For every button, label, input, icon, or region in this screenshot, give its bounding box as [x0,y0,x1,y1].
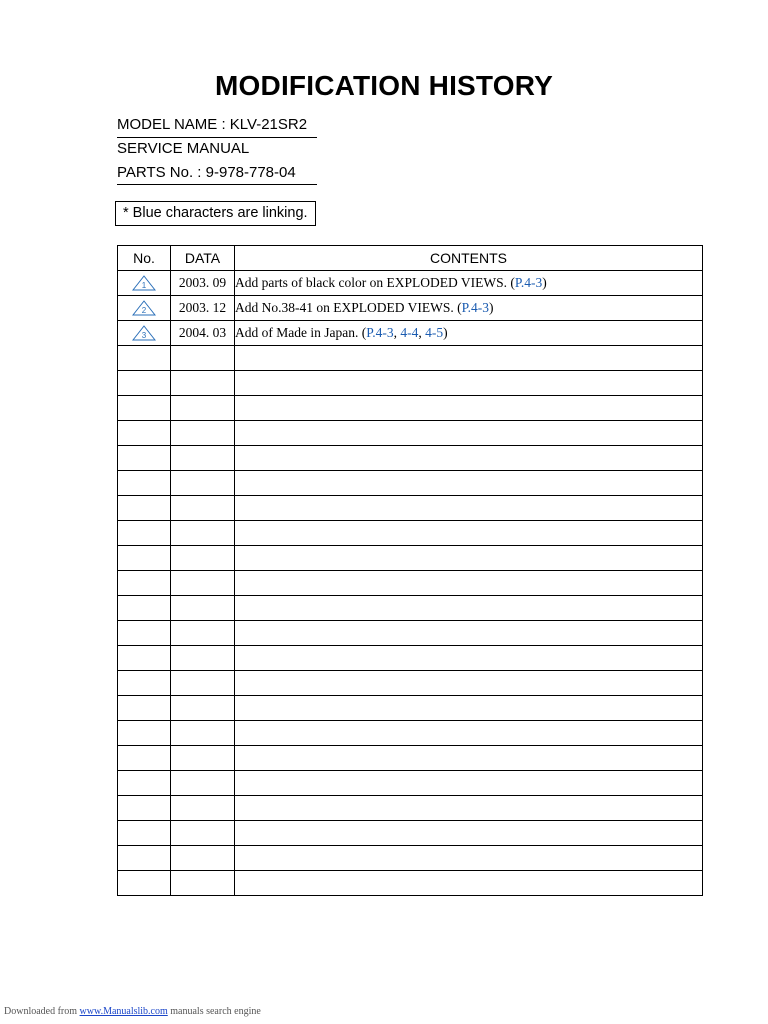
empty-cell [235,846,703,871]
table-row [118,296,703,321]
empty-table-row [118,721,703,746]
table-row [118,321,703,346]
link-note: * Blue characters are linking. [115,201,316,226]
empty-cell [171,646,235,671]
empty-cell [235,396,703,421]
empty-cell [118,371,171,396]
empty-cell [118,696,171,721]
footer-suffix: manuals search engine [170,1006,261,1017]
empty-table-row [118,396,703,421]
page-link[interactable]: P.4-3 [514,275,543,290]
table-header-row [118,246,703,271]
empty-table-row [118,671,703,696]
empty-table-row [118,596,703,621]
empty-cell [235,646,703,671]
modification-table [117,245,703,896]
empty-table-row [118,646,703,671]
empty-table-row [118,571,703,596]
empty-cell [235,371,703,396]
page-link[interactable]: 4-4 [400,325,419,340]
empty-cell [235,471,703,496]
empty-cell [171,696,235,721]
empty-cell [118,671,171,696]
empty-cell [118,871,171,896]
empty-cell [235,446,703,471]
empty-table-row [118,796,703,821]
empty-cell [118,596,171,621]
empty-cell [235,521,703,546]
empty-cell [118,446,171,471]
footer-prefix: Downloaded from [4,1006,78,1017]
revision-number: 3 [141,331,147,340]
empty-cell [171,796,235,821]
empty-cell [171,421,235,446]
empty-table-row [118,696,703,721]
revision-number: 2 [141,306,147,315]
revision-number-cell [118,296,171,321]
empty-cell [171,496,235,521]
empty-cell [235,696,703,721]
empty-cell [171,596,235,621]
page-title: MODIFICATION HISTORY [215,70,553,101]
contents-tail: ) [489,300,494,315]
contents-text: Add of Made in Japan. ( [235,325,367,340]
empty-table-row [118,771,703,796]
contents-tail: ) [443,325,448,340]
empty-cell [118,746,171,771]
empty-cell [171,546,235,571]
empty-cell [235,821,703,846]
empty-cell [118,721,171,746]
header-no: No. [118,246,171,271]
empty-cell [235,346,703,371]
empty-cell [118,496,171,521]
empty-cell [118,521,171,546]
revision-date: 2003. 12 [171,296,235,321]
empty-cell [171,771,235,796]
revision-triangle-icon [132,275,156,291]
manual-type: SERVICE MANUAL [117,140,250,157]
empty-cell [235,546,703,571]
revision-number-cell [118,321,171,346]
divider [117,184,317,185]
parts-number: PARTS No. : 9-978-778-04 [117,164,296,181]
empty-cell [171,571,235,596]
header-contents: CONTENTS [235,246,703,271]
empty-cell [171,471,235,496]
empty-cell [235,746,703,771]
revision-date: 2003. 09 [171,271,235,296]
divider [117,137,317,138]
revision-triangle-icon [132,325,156,341]
empty-cell [171,721,235,746]
empty-cell [118,546,171,571]
empty-table-row [118,846,703,871]
empty-cell [171,621,235,646]
empty-cell [171,746,235,771]
empty-table-row [118,746,703,771]
header-data: DATA [171,246,235,271]
empty-cell [235,421,703,446]
revision-date: 2004. 03 [171,321,235,346]
empty-table-row [118,521,703,546]
empty-table-row [118,446,703,471]
empty-cell [118,421,171,446]
empty-cell [171,871,235,896]
table-row [118,271,703,296]
empty-table-row [118,546,703,571]
empty-cell [235,496,703,521]
page-link[interactable]: 4-5 [425,325,444,340]
empty-table-row [118,871,703,896]
empty-cell [118,846,171,871]
empty-cell [118,771,171,796]
empty-cell [118,621,171,646]
revision-contents: Add of Made in Japan. (P.4-3, 4-4, 4-5) [235,321,703,346]
empty-cell [171,821,235,846]
empty-cell [118,646,171,671]
empty-cell [171,846,235,871]
empty-cell [118,471,171,496]
empty-cell [171,671,235,696]
revision-triangle-icon [132,300,156,316]
footer-link[interactable]: www.Manualslib.com [79,1006,168,1017]
empty-cell [118,821,171,846]
empty-cell [235,571,703,596]
empty-cell [235,621,703,646]
contents-tail: ) [542,275,547,290]
empty-cell [118,796,171,821]
empty-cell [235,721,703,746]
model-name: MODEL NAME : KLV-21SR2 [117,116,308,133]
empty-table-row [118,471,703,496]
footer [4,1006,261,1017]
empty-table-row [118,421,703,446]
empty-table-row [118,821,703,846]
empty-table-row [118,371,703,396]
empty-cell [171,371,235,396]
contents-text: Add No.38-41 on EXPLODED VIEWS. ( [235,300,462,315]
empty-cell [235,671,703,696]
empty-cell [171,346,235,371]
page-link[interactable]: P.4-3 [461,300,489,315]
empty-table-row [118,346,703,371]
empty-cell [118,346,171,371]
empty-cell [171,396,235,421]
revision-contents [235,271,703,296]
empty-cell [171,446,235,471]
empty-cell [118,571,171,596]
empty-cell [235,771,703,796]
empty-cell [235,796,703,821]
empty-cell [235,871,703,896]
revision-contents [235,296,703,321]
revision-number: 1 [141,281,147,290]
empty-cell [118,396,171,421]
empty-table-row [118,496,703,521]
contents-text: Add parts of black color on EXPLODED VIEWS. ( [235,275,515,290]
empty-cell [235,596,703,621]
empty-cell [171,521,235,546]
revision-number-cell [118,271,171,296]
empty-table-row [118,621,703,646]
page-link[interactable]: P.4-3 [366,325,394,340]
